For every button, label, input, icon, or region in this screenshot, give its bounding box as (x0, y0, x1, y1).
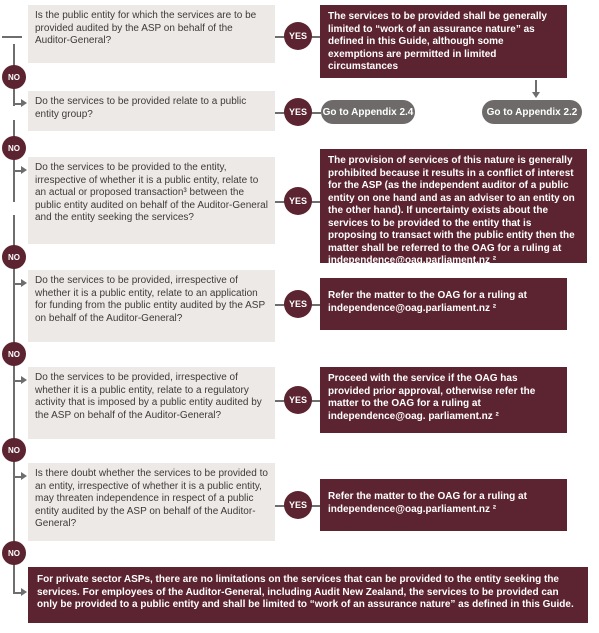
branch-arrow-head-3 (21, 166, 27, 174)
no-badge-5: NO (2, 438, 26, 462)
yes-badge-3: YES (284, 187, 312, 215)
answer-refer-funding: Refer the matter to the OAG for a ruling at independence@oag.parliament.nz ² (320, 278, 567, 330)
no-badge-2: NO (2, 136, 26, 160)
no-path-line-4 (13, 156, 15, 202)
no-path-line-6 (13, 265, 15, 349)
question-2: Do the services to be provided relate to a public entity group? (28, 91, 275, 131)
appendix-22-arrow-head (532, 92, 540, 98)
branch-arrow-head-7 (21, 588, 27, 596)
no-badge-1: NO (2, 65, 26, 89)
no-path-line-8 (13, 458, 15, 547)
goto-appendix-24-button[interactable]: Go to Appendix 2.4 (321, 100, 415, 124)
answer-refer-doubt: Refer the matter to the OAG for a ruling at independence@oag.parliament.nz ² (320, 479, 567, 531)
question-4: Do the services to be provided, irrespective of whether it is a public entity, relate to an application for funding from the public entity audited by the ASP on behalf of the Auditor-General? (28, 270, 275, 342)
branch-arrow-head-4 (21, 279, 27, 287)
question-6: Is there doubt whether the services to be provided to an entity, irrespective of whether it is a public entity, may threaten independence in respect of a public entity audited by the ASP on behalf of the Auditor-General? (28, 463, 275, 541)
question-3: Do the services to be provided to the entity, irrespective of whether it is a public entity, relate to an actual or proposed transaction³ between the public entity audited on behalf of the Auditor-General and the entity seeking the services? (28, 157, 275, 244)
branch-arrow-head-2 (21, 99, 27, 107)
final-outcome-box: For private sector ASPs, there are no limitations on the services that can be provided to the entity seeking the services. For employees of the Auditor-General, including Audit New Zealand, the services to be provided can only be provided to a public entity and shall be limited to “work of an assurance nature” as defined in this Guide. (28, 567, 588, 623)
no-badge-4: NO (2, 342, 26, 366)
branch-arrow-head-6 (21, 472, 27, 480)
yes-badge-4: YES (284, 290, 312, 318)
yes-badge-5: YES (284, 386, 312, 414)
yes-badge-1: YES (284, 22, 312, 50)
yes-badge-6: YES (284, 491, 312, 519)
answer-assurance-limit: The services to be provided shall be generally limited to “work of an assurance nature” as defined in this Guide, although some exemptions are permitted in limited circumstances (320, 5, 567, 78)
answer-regulatory: Proceed with the service if the OAG has provided prior approval, otherwise refer the matter to the OAG for a ruling at independence@oag. parliament.nz ² (320, 367, 567, 433)
goto-appendix-22-button[interactable]: Go to Appendix 2.2 (482, 100, 582, 124)
no-badge-3: NO (2, 245, 26, 269)
question-5: Do the services to be provided, irrespective of whether it is a public entity, relate to a regulatory activity that is imposed by a public entity audited by the ASP on behalf of the Auditor-General? (28, 367, 275, 439)
question-1: Is the public entity for which the services are to be provided audited by the ASP on behalf of the Auditor-General? (28, 5, 275, 63)
answer-conflict-of-interest: The provision of services of this nature is generally prohibited because it results in a conflict of interest for the ASP (as the independent auditor of a public entity on one hand and as an adviser to an entity on the other hand). If uncertainty exists about the services to be provided to the entity that is proposing to transact with the public entity then the matter shall be referred to the OAG for a ruling at independence@oag.parliament.nz ² (320, 149, 587, 263)
branch-arrow-line-1 (2, 36, 22, 38)
branch-arrow-head-5 (21, 376, 27, 384)
yes-badge-2: YES (284, 98, 312, 126)
no-badge-6: NO (2, 541, 26, 565)
no-path-line-7 (13, 362, 15, 445)
